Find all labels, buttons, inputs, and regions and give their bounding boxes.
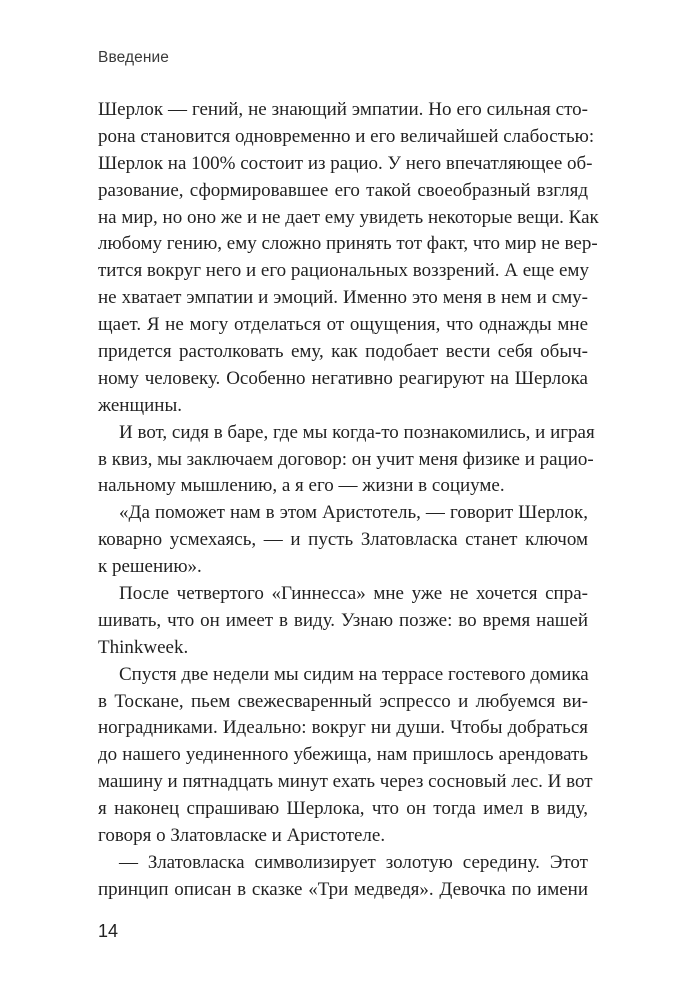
- text-line: до нашего уединенного убежища, нам пришлось арендовать: [98, 744, 588, 766]
- text-line: я наконец спрашиваю Шерлока, что он тогда имел в виду,: [98, 798, 588, 820]
- paragraph-first-line: После четвертого «Гиннесса» мне уже не хочется спра-: [119, 583, 588, 605]
- text-line: любому гению, ему сложно принять тот факт, что мир не вер-: [98, 233, 598, 255]
- text-line: женщины.: [98, 394, 182, 416]
- text-line: щает. Я не могу отделаться от ощущения, что однажды мне: [98, 314, 588, 336]
- text-line: коварно усмехаясь, — и пусть Златовласка станет ключом: [98, 529, 588, 551]
- text-line: разование, сформировавшее его такой своеобразный взгляд: [98, 179, 588, 201]
- text-line: к решению».: [98, 556, 202, 578]
- text-line: рона становится одновременно и его величайшей слабостью:: [98, 125, 595, 147]
- text-line: шивать, что он имеет в виду. Узнаю позже: во время нашей: [98, 609, 588, 631]
- text-line: в квиз, мы заключаем договор: он учит меня физике и рацио-: [98, 448, 594, 470]
- text-line: придется растолковать ему, как подобает вести себя обыч-: [98, 341, 588, 363]
- body-text: [98, 97, 599, 904]
- text-line: ному человеку. Особенно негативно реагируют на Шерлока: [98, 367, 588, 389]
- text-line: принцип описан в сказке «Три медведя». Девочка по имени: [98, 878, 588, 900]
- text-line: на мир, но оно же и не дает ему увидеть некоторые вещи. Как: [98, 206, 599, 228]
- text-line: не хватает эмпатии и эмоций. Именно это меня в нем и сму-: [98, 287, 588, 309]
- text-line: ноградниками. Идеально: вокруг ни души. Чтобы добраться: [98, 717, 588, 739]
- text-line: говоря о Златовласке и Аристотеле.: [98, 825, 386, 847]
- text-line: машину и пятнадцать минут ехать через сосновый лес. И вот: [98, 771, 593, 793]
- paragraph-first-line: «Да поможет нам в этом Аристотель, — говорит Шерлок,: [119, 502, 588, 524]
- text-line: Шерлок на 100% состоит из рацио. У него впечатляющее об-: [98, 152, 593, 174]
- text-line: нальному мышлению, а я его — жизни в социуме.: [98, 475, 505, 497]
- text-line: тится вокруг него и его рациональных воззрений. А еще ему: [98, 260, 589, 282]
- paragraph-first-line: И вот, сидя в баре, где мы когда-то познакомились, и играя: [119, 421, 595, 443]
- running-head: Введение: [98, 49, 169, 66]
- text-line: Thinkweek.: [98, 636, 189, 658]
- paragraph-first-line: — Златовласка символизирует золотую середину. Этот: [119, 851, 588, 873]
- text-line: Шерлок — гений, не знающий эмпатии. Но его сильная сто-: [98, 99, 588, 120]
- paragraph-first-line: Спустя две недели мы сидим на террасе гостевого домика: [119, 663, 589, 685]
- text-line: в Тоскане, пьем свежесваренный эспрессо и любуемся ви-: [98, 690, 588, 712]
- page-number: 14: [98, 921, 119, 941]
